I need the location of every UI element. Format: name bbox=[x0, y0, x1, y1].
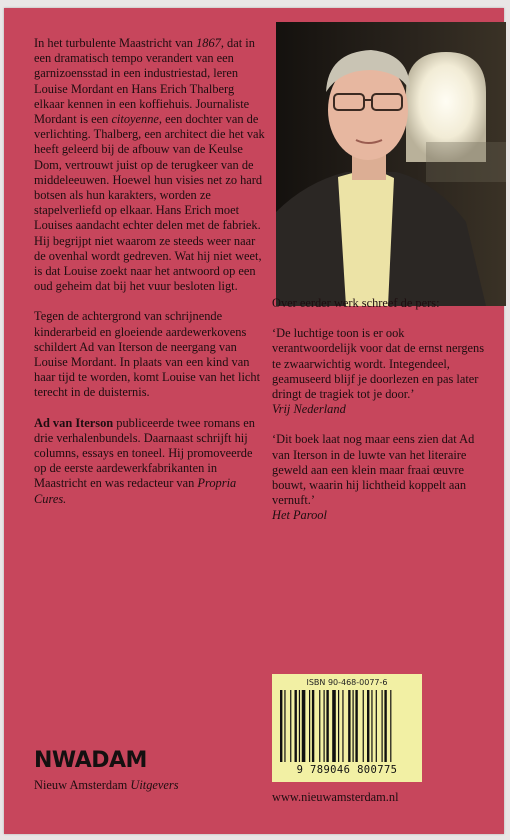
publisher-name-main: Nieuw Amsterdam bbox=[34, 778, 128, 792]
quote-source: Vrij Nederland bbox=[272, 402, 346, 417]
barcode bbox=[272, 674, 422, 782]
press-column bbox=[272, 296, 490, 524]
press-quote: ‘De luchtige toon is er ook verantwoordelijk voor dat de ernst nergens te zwaarwichtig wordt. Integendeel, geamuseerd blijf je doorlezen en pas later dringt de tragiek tot je door.’ bbox=[272, 326, 485, 402]
citoyenne-word: citoyenne bbox=[111, 112, 159, 127]
press-intro: Over eerder werk schreef de pers: bbox=[272, 296, 440, 310]
author-name: Ad van Iterson bbox=[34, 415, 114, 430]
publisher-name-italic: Uitgevers bbox=[130, 778, 179, 792]
quote-source: Het Parool bbox=[272, 508, 327, 523]
year: 1867 bbox=[196, 36, 221, 50]
isbn-label: ISBN 90-468-0077-6 bbox=[306, 678, 388, 687]
author-bio bbox=[34, 416, 266, 507]
summary-paragraph bbox=[34, 36, 266, 294]
publisher-logo: NWADAM bbox=[34, 748, 147, 773]
summary-part-2: , dat in een dramatisch tempo verandert van een garnizoensstad in een industriestad, leren Louise Mordant en Hans Erich Thalberg elkaar kennen in een koffiehuis. Journaliste Mordant is een bbox=[34, 36, 255, 127]
publisher-name bbox=[34, 778, 179, 793]
publisher-website: www.nieuwamsterdam.nl bbox=[272, 790, 399, 804]
summary-line-1: In het turbulente Maastricht van bbox=[34, 36, 193, 50]
press-quote: ‘Dit boek laat nog maar eens zien dat Ad van Iterson in de luwte van het literaire geweld aan een klein maar fraai œuvre bouwt, waarin hij lichtheid koppelt aan vernuft.’ bbox=[272, 432, 475, 508]
barcode-digits: 9 789046 800775 bbox=[296, 764, 398, 776]
journal-name: Propria Cures. bbox=[34, 476, 237, 506]
author-bio-text: publiceerde twee romans en drie verhalenbundels. Daarnaast schrijft hij columns, essays en toneel. Hij promoveerde op de eerste aardewerkfabrikanten in Maastricht en was redacteur van bbox=[34, 415, 255, 491]
summary-part-3: , een dochter van de verlichting. Thalberg, een architect die het vak heeft geleerd bij de afbouw van de Keulse Dom, vertrouwt juist op de terugkeer van de middeleeuwen. Hoewel hun visies net zo hard botsen als hun karakters, worden ze stapelverliefd op elkaar. Hans Erich moet Louises aandacht echter delen met de fabriek. Hij begrijpt niet waarom ze steeds weer naar de ovenhal wordt gedreven. Wat hij niet weet, is dat Louise zoekt naar het antwoord op een oud geheim dat bij het vuur besloten ligt. bbox=[34, 112, 265, 294]
blurb-column bbox=[34, 36, 266, 507]
summary-paragraph-2: Tegen de achtergrond van schrijnende kinderarbeid en gloeiende aardewerkovens schildert Ad van Iterson de neergang van Louise Mordant. In plaats van een kind van haar tijd te worden, komt Louise van het licht terecht in de duisternis. bbox=[34, 309, 261, 400]
author-photo bbox=[276, 22, 506, 306]
barcode-bars bbox=[272, 674, 422, 764]
